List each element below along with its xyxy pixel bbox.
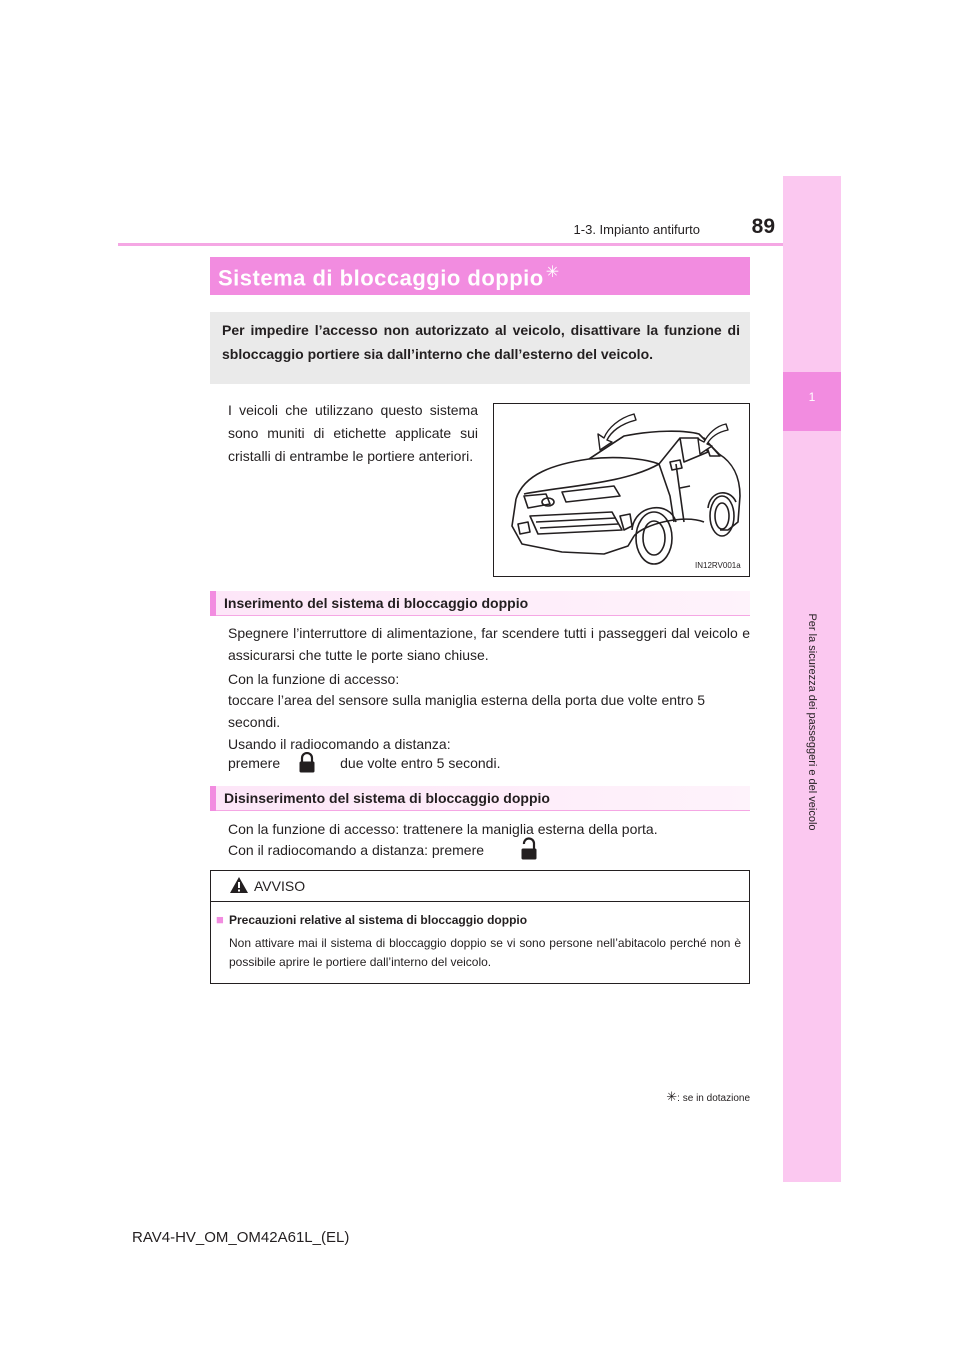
warning-heading: Precauzioni relative al sistema di bloccaggio doppio bbox=[229, 913, 528, 927]
set-press-suffix: due volte entro 5 secondi. bbox=[340, 755, 501, 771]
set-step-turn-off: Spegnere l’interruttore di alimentazione, far scendere tutti i passeggeri dal veicolo e assicurarsi che tutte le porte siano chiuse. bbox=[228, 625, 750, 663]
intro-text: Per impedire l’accesso non autorizzato al veicolo, disattivare la funzione di sbloccaggio portiere sia dall’interno che dall’esterno del veicolo. bbox=[222, 322, 740, 362]
section-marker bbox=[210, 786, 216, 811]
page-title-text: Sistema di bloccaggio doppio bbox=[218, 265, 544, 291]
unset-remote-instruction bbox=[228, 839, 750, 861]
footnote-star-icon: ✳ bbox=[666, 1089, 678, 1104]
set-remote-label: Usando il radiocomando a distanza: bbox=[228, 736, 451, 752]
unlock-icon bbox=[520, 837, 538, 866]
section-heading-set bbox=[210, 591, 750, 616]
warning-triangle-icon bbox=[229, 876, 249, 899]
set-press-prefix: premere bbox=[228, 755, 281, 771]
footnote bbox=[600, 1089, 750, 1105]
page-title bbox=[218, 262, 560, 291]
section-heading-unset bbox=[210, 786, 750, 811]
chapter-title: Per la sicurezza dei passeggeri e del veicolo bbox=[806, 613, 818, 831]
header-section-title: 1-3. Impianto antifurto bbox=[573, 222, 700, 237]
warning-bullet-icon: ■ bbox=[216, 912, 224, 927]
chapter-number: 1 bbox=[808, 390, 816, 404]
set-access-instruction: toccare l’area del sensore sulla maniglia esterna della porta due volte entro 5 bbox=[228, 692, 706, 708]
header-divider bbox=[118, 243, 783, 246]
unset-press-prefix: Con il radiocomando a distanza: premere bbox=[228, 842, 485, 858]
optional-star-icon: ✳ bbox=[545, 264, 560, 281]
figure-code: IN12RV001a bbox=[695, 561, 741, 570]
vehicle-illustration bbox=[493, 403, 750, 577]
set-access-label: Con la funzione di accesso: bbox=[228, 671, 400, 687]
section-heading-set-text: Inserimento del sistema di bloccaggio doppio bbox=[224, 595, 529, 611]
page-number: 89 bbox=[751, 215, 775, 238]
set-access-instruction-end: secondi. bbox=[228, 714, 281, 730]
footnote-text: : se in dotazione bbox=[677, 1093, 750, 1104]
footer-manual-code: RAV4-HV_OM_OM42A61L_(EL) bbox=[132, 1229, 350, 1246]
warning-body: Non attivare mai il sistema di bloccaggio doppio se vi sono persone nell’abitacolo perché non è possibile aprire le portiere dall’interno del veicolo. bbox=[229, 936, 741, 969]
section-marker bbox=[210, 591, 216, 616]
car-illustration bbox=[494, 404, 749, 576]
warning-title: AVVISO bbox=[254, 878, 306, 894]
unset-access-instruction: Con la funzione di accesso: trattenere la maniglia esterna della porta. bbox=[228, 821, 658, 837]
lock-icon bbox=[298, 752, 316, 779]
section-heading-unset-text: Disinserimento del sistema di bloccaggio doppio bbox=[224, 790, 550, 806]
vehicle-label-paragraph: I veicoli che utilizzano questo sistema sono muniti di etichette applicate sui cristalli di entrambe le portiere anteriori. bbox=[228, 402, 478, 464]
